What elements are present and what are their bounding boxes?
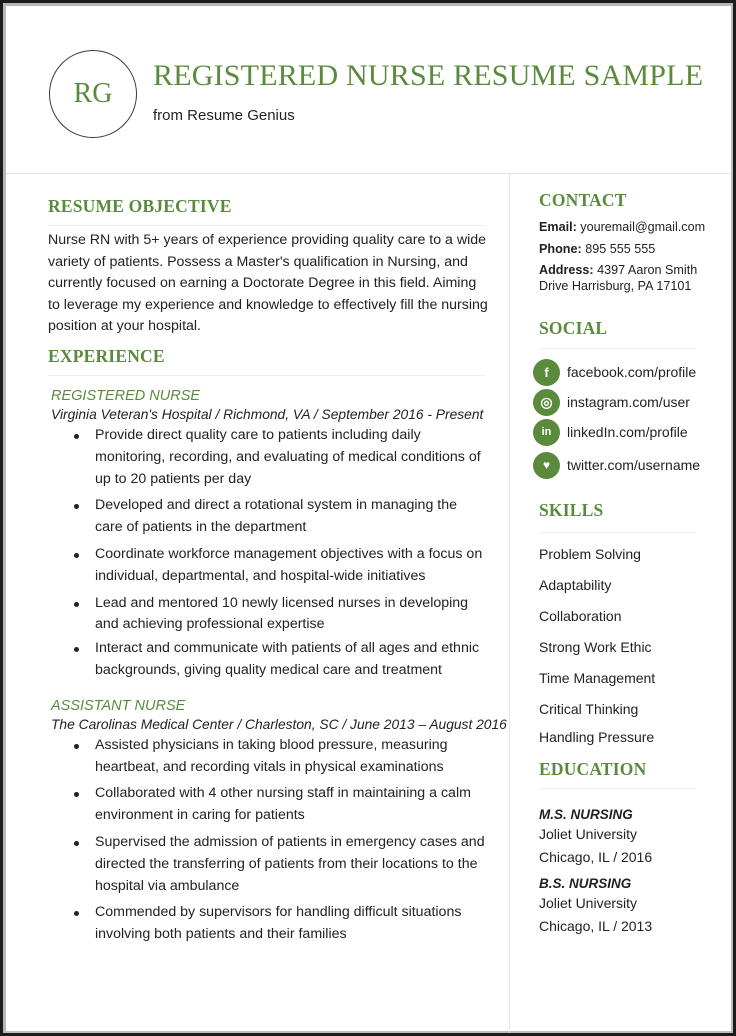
contact-phone bbox=[539, 242, 709, 258]
twitter-icon: ♥ bbox=[533, 452, 560, 479]
facebook-icon: f bbox=[533, 359, 560, 386]
section-rule bbox=[48, 225, 485, 226]
bullet-item: Developed and direct a rotational system in managing the care of patients in the department bbox=[48, 495, 488, 539]
experience-section bbox=[48, 345, 507, 946]
social-list bbox=[539, 357, 709, 480]
job-entry bbox=[48, 697, 507, 946]
education-section bbox=[539, 759, 709, 934]
resume-page bbox=[6, 6, 733, 1033]
linkedin-icon: in bbox=[533, 419, 560, 446]
section-rule bbox=[48, 375, 485, 376]
address-label: Address: bbox=[539, 263, 594, 277]
contact-email bbox=[539, 220, 709, 236]
bullet-item: Provide direct quality care to patients including daily monitoring, recording, and evaluating of medical conditions of up to 20 patients per day bbox=[48, 425, 488, 490]
phone-value: 895 555 555 bbox=[585, 241, 656, 256]
email-label: Email: bbox=[539, 220, 577, 234]
column-divider bbox=[509, 174, 510, 1033]
social-label: instagram.com/user bbox=[567, 394, 690, 410]
skill-item: Time Management bbox=[539, 670, 656, 686]
page-title: REGISTERED NURSE RESUME SAMPLE bbox=[153, 59, 704, 92]
job-entry bbox=[48, 388, 488, 682]
phone-label: Phone: bbox=[539, 241, 582, 256]
section-rule bbox=[539, 788, 695, 789]
skill-item: Collaboration bbox=[539, 608, 622, 624]
bullet-item: Commended by supervisors for handling difficult situations involving both patients and their families bbox=[48, 902, 488, 946]
contact-address bbox=[539, 263, 709, 294]
skill-item: Strong Work Ethic bbox=[539, 639, 652, 655]
objective-section bbox=[48, 174, 488, 338]
skills-list bbox=[539, 539, 709, 749]
email-value[interactable]: youremail@gmail.com bbox=[580, 220, 706, 234]
education-entry bbox=[539, 876, 709, 934]
degree-title: M.S. NURSING bbox=[539, 807, 633, 822]
section-heading-education: EDUCATION bbox=[539, 759, 647, 779]
bullet-item: Coordinate workforce management objectives with a focus on individual, departmental, and hospital-wide initiatives bbox=[48, 544, 488, 588]
job-title: ASSISTANT NURSE bbox=[51, 697, 186, 714]
job-meta: Virginia Veteran's Hospital / Richmond, VA / September 2016 - Present bbox=[51, 406, 484, 422]
section-heading-contact: CONTACT bbox=[539, 190, 627, 210]
bullet-item: Lead and mentored 10 newly licensed nurses in developing and achieving professional expertise bbox=[48, 593, 488, 637]
job-title: REGISTERED NURSE bbox=[51, 387, 201, 404]
education-entry bbox=[539, 807, 709, 865]
bullet-item: Assisted physicians in taking blood pressure, measuring heartbeat, and recording vitals in physical examinations bbox=[48, 735, 488, 779]
skill-item: Critical Thinking bbox=[539, 701, 639, 717]
social-label: linkedIn.com/profile bbox=[567, 424, 688, 440]
school-location-year: Chicago, IL / 2013 bbox=[539, 918, 653, 934]
contact-section bbox=[539, 174, 709, 294]
instagram-icon: ◎ bbox=[533, 389, 560, 416]
monogram-logo: RG bbox=[49, 50, 137, 138]
section-heading-skills: SKILLS bbox=[539, 500, 604, 520]
social-item-facebook[interactable] bbox=[533, 357, 709, 387]
section-heading-social: SOCIAL bbox=[539, 318, 608, 338]
main-column bbox=[48, 174, 507, 946]
social-item-instagram[interactable] bbox=[533, 387, 709, 417]
skill-item: Adaptability bbox=[539, 577, 612, 593]
school-name: Joliet University bbox=[539, 895, 638, 911]
job-bullets bbox=[48, 735, 488, 946]
bullet-item: Collaborated with 4 other nursing staff in maintaining a calm environment in caring for patients bbox=[48, 783, 488, 827]
school-location-year: Chicago, IL / 2016 bbox=[539, 849, 653, 865]
social-item-linkedin[interactable] bbox=[533, 417, 709, 447]
resume-header bbox=[6, 6, 731, 174]
bullet-item: Interact and communicate with patients of all ages and ethnic backgrounds, giving quality medical care and treatment bbox=[48, 638, 488, 682]
bullet-item: Supervised the admission of patients in emergency cases and directed the transferring of patients from their locations to the hospital via ambulance bbox=[48, 832, 488, 897]
degree-title: B.S. NURSING bbox=[539, 876, 632, 891]
address-line1: 4397 Aaron Smith bbox=[597, 263, 698, 277]
page-subtitle: from Resume Genius bbox=[153, 107, 295, 124]
address-line2: Drive Harrisburg, PA 17101 bbox=[539, 278, 692, 293]
social-label: twitter.com/username bbox=[567, 457, 701, 473]
school-name: Joliet University bbox=[539, 826, 638, 842]
social-item-twitter[interactable] bbox=[533, 450, 709, 480]
objective-text: Nurse RN with 5+ years of experience providing quality care to a wide variety of patients. Possess a Master's qualification in Nursing, and currently focused on earning a Doctorate Degree in this field. Aiming to leverage my experience and knowledge to effectively fill the nursing position at your hospital. bbox=[48, 232, 488, 335]
skill-item: Problem Solving bbox=[539, 546, 641, 562]
section-rule bbox=[539, 532, 695, 533]
job-bullets bbox=[48, 425, 488, 682]
side-column bbox=[539, 174, 709, 934]
skills-section bbox=[539, 500, 709, 749]
section-rule bbox=[539, 348, 695, 349]
social-label: facebook.com/profile bbox=[567, 364, 697, 380]
skill-item: Handling Pressure bbox=[539, 729, 655, 745]
section-heading-objective: RESUME OBJECTIVE bbox=[48, 196, 232, 216]
social-section bbox=[539, 318, 709, 480]
section-heading-experience: EXPERIENCE bbox=[48, 345, 165, 366]
job-meta: The Carolinas Medical Center / Charleston, SC / June 2013 – August 2016 bbox=[51, 716, 507, 732]
